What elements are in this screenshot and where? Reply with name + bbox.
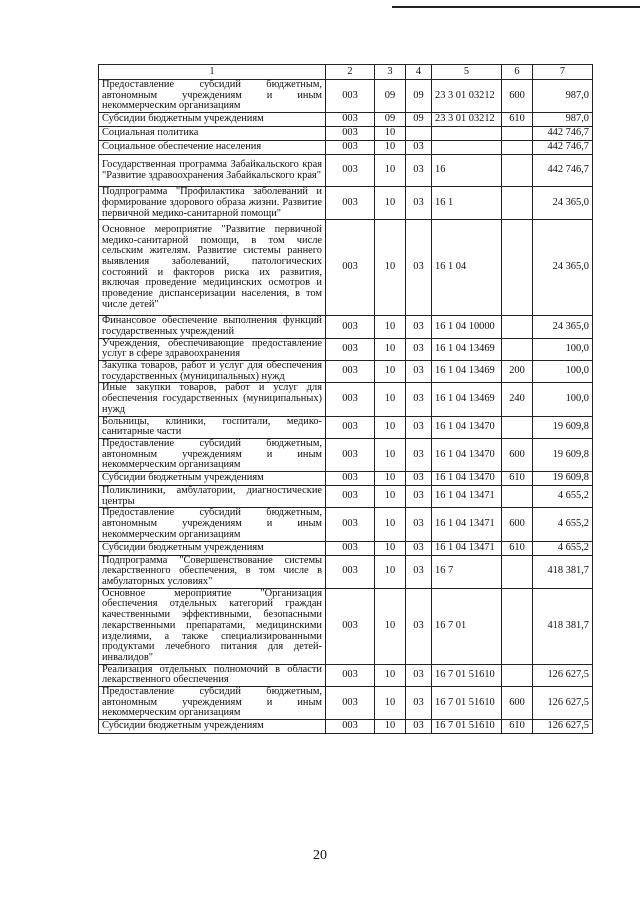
row-subsection: 03 [406,486,432,508]
table-row [99,361,593,383]
row-amount: 100,0 [533,383,593,416]
row-expense-type [502,127,533,141]
table-row [99,416,593,438]
row-subsection: 03 [406,720,432,734]
row-section: 10 [375,687,406,720]
row-amount: 4 655,2 [533,486,593,508]
row-amount: 442 746,7 [533,127,593,141]
header-col-5: 5 [432,65,502,80]
row-chapter: 003 [326,113,375,127]
row-expense-type: 610 [502,472,533,486]
row-expense-type [502,316,533,338]
row-amount: 19 609,8 [533,416,593,438]
row-name: Предоставление субсидий бюджетным, автономным учреждениям и иным некоммерческим организациям [99,80,326,113]
table-row [99,383,593,416]
row-section: 10 [375,472,406,486]
header-col-6: 6 [502,65,533,80]
row-subsection: 03 [406,155,432,187]
row-amount: 19 609,8 [533,472,593,486]
row-subsection: 03 [406,141,432,155]
row-name: Государственная программа Забайкальского края "Развитие здравоохранения Забайкальского края" [99,155,326,187]
row-section: 10 [375,416,406,438]
table-row [99,687,593,720]
row-chapter: 003 [326,416,375,438]
row-name: Учреждения, обеспечивающие предоставление услуг в сфере здравоохранения [99,338,326,360]
header-col-7: 7 [533,65,593,80]
row-section: 10 [375,588,406,664]
header-rule [392,6,640,8]
row-chapter: 003 [326,555,375,588]
row-name: Предоставление субсидий бюджетным, автономным учреждениям и иным некоммерческим организациям [99,687,326,720]
row-subsection: 03 [406,416,432,438]
table-row [99,438,593,471]
row-target-code: 16 1 04 13470 [432,438,502,471]
row-target-code: 16 1 04 13469 [432,338,502,360]
row-subsection: 03 [406,664,432,686]
row-amount: 126 627,5 [533,687,593,720]
row-section: 10 [375,361,406,383]
row-target-code: 16 7 01 [432,588,502,664]
row-name: Основное мероприятие "Развитие первичной медико-санитарной помощи, в том числе сельским жителям. Развитие системы раннего выявления заболеваний, патологических состояний и факторов риска их развития, включая проведение медицинских осмотров и проведение диспансеризации населения, в том числе детей" [99,220,326,316]
row-name: Основное мероприятие "Организация обеспечения отдельных категорий граждан качественными эффективными, безопасными лекарственными препаратами, медицинскими изделиями, а также специализированными продуктами лечебного питания для детей-инвалидов" [99,588,326,664]
row-expense-type: 610 [502,113,533,127]
row-target-code: 16 7 01 51610 [432,720,502,734]
row-amount: 100,0 [533,338,593,360]
table-row [99,588,593,664]
row-chapter: 003 [326,687,375,720]
row-amount: 418 381,7 [533,588,593,664]
row-target-code: 23 3 01 03212 [432,113,502,127]
row-section: 10 [375,541,406,555]
row-chapter: 003 [326,541,375,555]
row-subsection: 03 [406,338,432,360]
table-row [99,187,593,220]
row-amount: 126 627,5 [533,720,593,734]
row-target-code: 23 3 01 03212 [432,80,502,113]
row-expense-type: 600 [502,508,533,541]
row-subsection: 03 [406,316,432,338]
table-row [99,472,593,486]
row-expense-type: 600 [502,687,533,720]
row-chapter: 003 [326,361,375,383]
header-col-3: 3 [375,65,406,80]
row-section: 10 [375,338,406,360]
row-subsection: 03 [406,508,432,541]
row-expense-type: 610 [502,720,533,734]
row-chapter: 003 [326,338,375,360]
row-section: 10 [375,220,406,316]
row-chapter: 003 [326,588,375,664]
row-subsection: 03 [406,555,432,588]
row-target-code: 16 7 01 51610 [432,664,502,686]
row-name: Субсидии бюджетным учреждениям [99,720,326,734]
row-name: Социальная политика [99,127,326,141]
row-amount: 442 746,7 [533,155,593,187]
row-target-code: 16 1 04 13470 [432,416,502,438]
row-name: Субсидии бюджетным учреждениям [99,472,326,486]
row-section: 10 [375,127,406,141]
row-section: 10 [375,720,406,734]
row-subsection: 03 [406,438,432,471]
row-name: Поликлиники, амбулатории, диагностические центры [99,486,326,508]
page-number: 20 [313,848,327,863]
table-row [99,338,593,360]
row-chapter: 003 [326,472,375,486]
row-target-code: 16 7 [432,555,502,588]
row-name: Субсидии бюджетным учреждениям [99,113,326,127]
row-subsection: 09 [406,80,432,113]
row-chapter: 003 [326,720,375,734]
row-section: 10 [375,486,406,508]
row-target-code: 16 1 04 10000 [432,316,502,338]
table-row [99,80,593,113]
row-amount: 100,0 [533,361,593,383]
row-expense-type [502,220,533,316]
row-expense-type [502,588,533,664]
row-section: 10 [375,316,406,338]
row-name: Предоставление субсидий бюджетным, автономным учреждениям и иным некоммерческим организациям [99,508,326,541]
row-expense-type [502,141,533,155]
row-subsection: 03 [406,220,432,316]
row-section: 10 [375,187,406,220]
row-chapter: 003 [326,664,375,686]
row-chapter: 003 [326,127,375,141]
row-chapter: 003 [326,316,375,338]
row-expense-type: 610 [502,541,533,555]
row-target-code: 16 1 04 13471 [432,486,502,508]
row-subsection: 03 [406,472,432,486]
row-name: Реализация отдельных полномочий в области лекарственного обеспечения [99,664,326,686]
row-chapter: 003 [326,220,375,316]
table-row [99,127,593,141]
row-subsection: 03 [406,588,432,664]
row-chapter: 003 [326,508,375,541]
row-amount: 24 365,0 [533,220,593,316]
table-row [99,486,593,508]
row-expense-type: 600 [502,438,533,471]
row-chapter: 003 [326,438,375,471]
row-subsection: 03 [406,687,432,720]
table-row [99,141,593,155]
row-amount: 4 655,2 [533,508,593,541]
row-expense-type [502,664,533,686]
table-row [99,555,593,588]
row-name: Больницы, клиники, госпитали, медико-санитарные части [99,416,326,438]
row-name: Предоставление субсидий бюджетным, автономным учреждениям и иным некоммерческим организациям [99,438,326,471]
row-section: 10 [375,664,406,686]
row-subsection [406,127,432,141]
row-name: Иные закупки товаров, работ и услуг для обеспечения государственных (муниципальных) нужд [99,383,326,416]
row-target-code: 16 1 04 13469 [432,383,502,416]
row-name: Субсидии бюджетным учреждениям [99,541,326,555]
row-target-code: 16 1 04 [432,220,502,316]
table-row [99,155,593,187]
row-section: 09 [375,113,406,127]
table-row [99,113,593,127]
row-subsection: 03 [406,383,432,416]
row-section: 10 [375,155,406,187]
row-amount: 24 365,0 [533,187,593,220]
row-amount: 19 609,8 [533,438,593,471]
row-amount: 418 381,7 [533,555,593,588]
row-expense-type [502,486,533,508]
table-row [99,720,593,734]
row-target-code: 16 7 01 51610 [432,687,502,720]
row-target-code [432,127,502,141]
row-section: 10 [375,141,406,155]
row-amount: 126 627,5 [533,664,593,686]
row-target-code: 16 1 04 13471 [432,508,502,541]
row-name: Закупка товаров, работ и услуг для обеспечения государственных (муниципальных) нужд [99,361,326,383]
row-target-code: 16 1 [432,187,502,220]
row-chapter: 003 [326,155,375,187]
table-row [99,220,593,316]
row-section: 10 [375,383,406,416]
row-target-code: 16 [432,155,502,187]
row-target-code: 16 1 04 13471 [432,541,502,555]
header-col-4: 4 [406,65,432,80]
row-expense-type [502,416,533,438]
row-expense-type: 200 [502,361,533,383]
row-section: 10 [375,508,406,541]
header-col-2: 2 [326,65,375,80]
row-target-code: 16 1 04 13469 [432,361,502,383]
row-name: Подпрограмма "Профилактика заболеваний и формирование здорового образа жизни. Развитие первичной медико-санитарной помощи" [99,187,326,220]
row-subsection: 03 [406,541,432,555]
row-name: Социальное обеспечение населения [99,141,326,155]
table-row [99,316,593,338]
row-amount: 24 365,0 [533,316,593,338]
row-expense-type [502,155,533,187]
header-row [99,65,593,80]
row-subsection: 03 [406,187,432,220]
table-row [99,508,593,541]
row-target-code: 16 1 04 13470 [432,472,502,486]
row-chapter: 003 [326,80,375,113]
row-section: 09 [375,80,406,113]
row-chapter: 003 [326,141,375,155]
row-name: Финансовое обеспечение выполнения функций государственных учреждений [99,316,326,338]
row-section: 10 [375,555,406,588]
row-expense-type [502,187,533,220]
row-amount: 987,0 [533,80,593,113]
row-target-code [432,141,502,155]
row-chapter: 003 [326,486,375,508]
row-chapter: 003 [326,187,375,220]
header-col-1: 1 [99,65,326,80]
row-chapter: 003 [326,383,375,416]
row-subsection: 03 [406,361,432,383]
row-name: Подпрограмма "Совершенствование системы лекарственного обеспечения, в том числе в амбулаторных условиях" [99,555,326,588]
table-row [99,664,593,686]
row-expense-type: 600 [502,80,533,113]
row-expense-type: 240 [502,383,533,416]
row-expense-type [502,555,533,588]
row-amount: 987,0 [533,113,593,127]
budget-table [98,64,593,734]
row-expense-type [502,338,533,360]
row-amount: 4 655,2 [533,541,593,555]
table-row [99,541,593,555]
row-subsection: 09 [406,113,432,127]
row-section: 10 [375,438,406,471]
row-amount: 442 746,7 [533,141,593,155]
